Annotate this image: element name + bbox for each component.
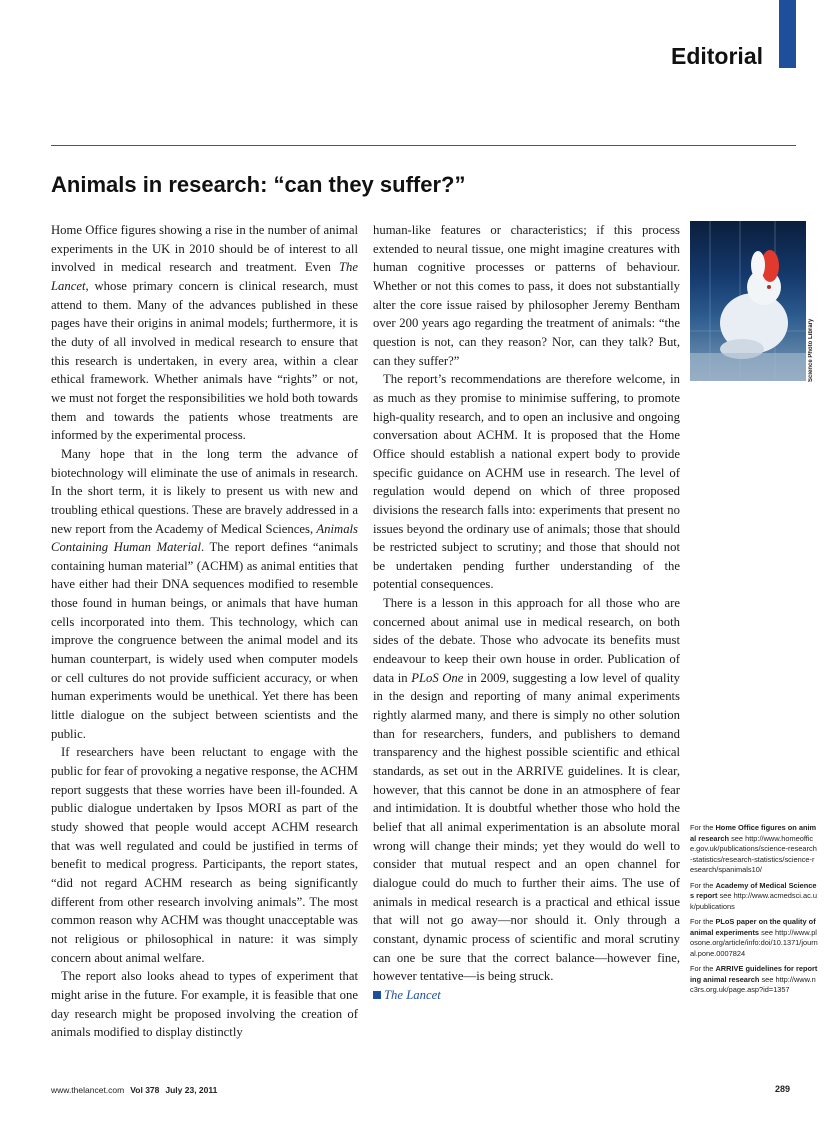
journal-name: PLoS One xyxy=(411,670,464,685)
paragraph: The report’s recommendations are therefore welcome, in as much as they promise to minimise suffering, to promote high-quality research, and to open an inclusive and ongoing conversation about ACHM. It is proposed that the Home Office should establish a national expert body to provide specific guidance on ACHM use in research. The level of regulation would depend on which of three proposed divisions the research falls into: experiments that present no issues beyond the ordinary use of animals; those that should be restricted subject to scrutiny; and those that should not be undertaken pending further understanding of the potential consequences. xyxy=(373,372,680,592)
article-column-1 xyxy=(51,221,358,1061)
footer-site[interactable]: www.thelancet.com xyxy=(51,1085,125,1095)
end-mark-icon xyxy=(373,991,381,999)
sidebar-note: For the PLoS paper on the quality of animal experiments see http://www.plosone.org/article/info:doi/10.1371/journal.pone.0007824 xyxy=(690,917,818,958)
reference-link[interactable]: http://www.acmedsci.ac.uk/publications xyxy=(690,891,817,911)
footer-date: July 23, 2011 xyxy=(165,1085,218,1095)
rabbit-photo xyxy=(690,221,806,381)
sidebar-notes xyxy=(690,823,818,1001)
page-number: 289 xyxy=(774,1084,790,1094)
report-title: Animals Containing Human Material xyxy=(51,521,358,555)
reference-link[interactable]: http://www.homeoffice.gov.uk/publications/science-research-statistics/research-statistics/science-research/spanimals10/ xyxy=(690,833,817,874)
paragraph: Home Office figures showing a rise in the number of animal experiments in the UK in 2010 should be of interest to all involved in medical research and treatment. Even The Lancet, whose primary concern is clinical research, must attend to them. Many of the advances published in these pages have their origins in animal models; furthermore, it is the duty of all involved in medical research to ensure that this research is undertaken, in every area, within a clear ethical framework. Whether animals have “rights” or not, we must not forget the responsibilities we hold both towards them and towards the patients whose treatments are informed by the experimental process. xyxy=(51,223,358,443)
paragraph: There is a lesson in this approach for all those who are concerned about animal use in medical research, on both sides of the debate. Those who advocate its benefits must endeavour to keep their own house in order. Publication of data in PLoS One in 2009, suggesting a low level of quality in the design and reporting of many animal experiments rightly alarmed many, and there is simply no other solution than for researchers, funders, and publishers to demand transparency and the highest possible scientific and ethical standards, as set out in the ARRIVE guidelines. It is clear, however, that this cannot be done in an atmosphere of fear and intimidation. It is doubtful whether those who hold the belief that all animal experimentation is an absolute moral wrong will change their minds; yet they would do well to consider that mutual respect and an open channel for dialogue could do much to further their aims. The use of animals in medical research is a practical and ethical issue that will not go away—nor should it. Only through a constant, dynamic process of scientific and moral scrutiny can one be sure that the correct balance—however fine, however tentative—is being struck. The Lancet xyxy=(373,596,680,1002)
header-rule xyxy=(51,145,796,146)
sidebar-note: For the Home Office figures on animal research see http://www.homeoffice.gov.uk/publications/science-research-statistics/research-statistics/science-research/spanimals10/ xyxy=(690,823,817,874)
section-color-bar xyxy=(779,0,796,68)
sidebar-note: For the ARRIVE guidelines for reporting animal research see http://www.nc3rs.org.uk/page.asp?id=1357 xyxy=(690,964,818,994)
paragraph: The report also looks ahead to types of experiment that might arise in the future. For example, it is feasible that one day research might be proposed involving the creation of animals modified to display distinctly xyxy=(51,969,358,1040)
reference-link[interactable]: http://www.plosone.org/article/info:doi/10.1371/journal.pone.0007824 xyxy=(690,927,818,958)
journal-name: The Lancet xyxy=(51,260,358,293)
rabbit-illustration xyxy=(690,221,806,381)
sidebar-note: For the Academy of Medical Sciences report see http://www.acmedsci.ac.uk/publications xyxy=(690,880,817,911)
signature: The Lancet xyxy=(384,987,441,1002)
footer-volume: Vol 378 xyxy=(130,1085,160,1095)
reference-link[interactable]: http://www.nc3rs.org.uk/page.asp?id=1357 xyxy=(690,974,816,994)
paragraph: human-like features or characteristics; if this process extended to neural tissue, one might imagine creatures with human cognitive processes or patterns of behaviour. Whether or not this comes to pass, it does not substantially alter the core issue raised by philosopher Jeremy Bentham over 200 years ago regarding the treatment of animals: “the question is not, can they reason? Nor, can they talk? But, can they suffer?” xyxy=(373,223,680,368)
article-title: Animals in research: “can they suffer?” xyxy=(51,172,466,197)
section-label: Editorial xyxy=(670,43,763,69)
footer-citation xyxy=(51,1085,217,1095)
paragraph: If researchers have been reluctant to engage with the public for fear of provoking a negative response, the ACHM report suggests that these worries have been ill-founded. A public dialogue undertaken by Ipsos MORI as part of the study showed that people would accept ACHM research that was well regulated and could be justified in terms of benefit to medical progress. Participants, the report states, “did not regard ACHM research as being significantly different from other research involving animals”. The most common reason why ACHM was thought unacceptable was not religious or philosophical in nature: it was simply concern about animal welfare. xyxy=(51,745,358,965)
photo-credit: Science Photo Library xyxy=(808,318,814,382)
paragraph: Many hope that in the long term the advance of biotechnology will eliminate the use of animals in research. In the short term, it is likely to present us with new and troubling ethical questions. These are bravely addressed in a new report from the Academy of Medical Sciences, Animals Containing Human Material. The report defines “animals containing human material” (ACHM) as animal entities that have either had their DNA sequences modified to resemble those found in human beings, or animals that have human cells incorporated into them. This technology, which can improve the congruence between the animal model and its human counterpart, is widely used when computer models or cell cultures do not provide sufficient accuracy, or when human experiments would be unethical. Yet there has been little dialogue on the subject between scientists and the public. xyxy=(51,446,358,741)
article-column-2 xyxy=(373,221,680,1061)
